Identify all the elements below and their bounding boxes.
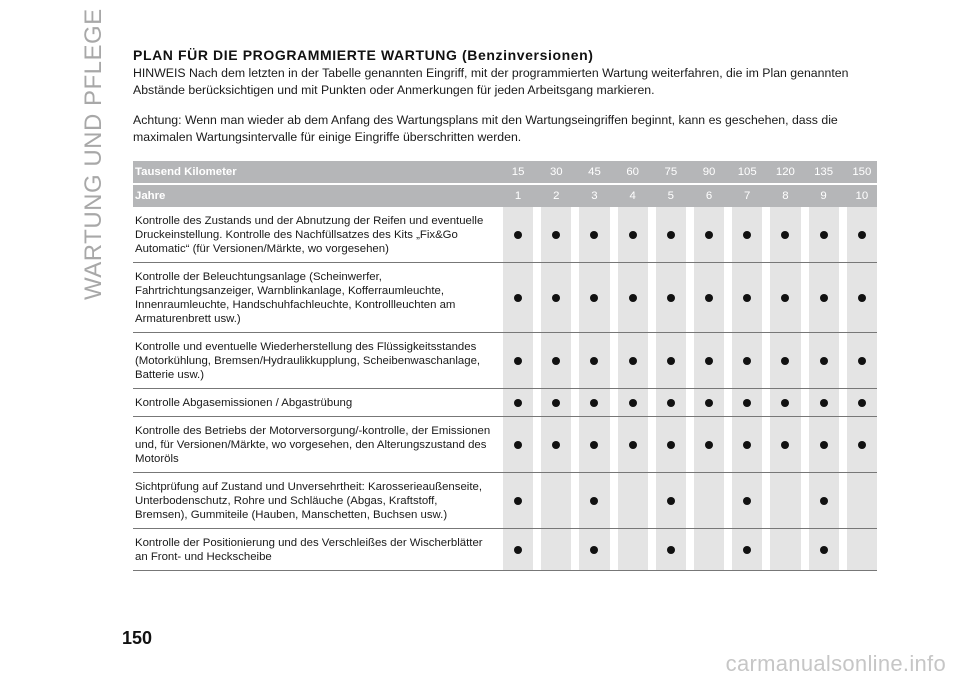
interval-cell: [732, 333, 762, 389]
bullet-mark-icon: [667, 399, 675, 407]
table-body: [133, 207, 877, 571]
interval-cell: [618, 333, 648, 389]
km-header-label: Tausend Kilometer: [133, 161, 495, 184]
bullet-mark-icon: [743, 546, 751, 554]
interval-cell: [579, 417, 609, 473]
bullet-mark-icon: [781, 294, 789, 302]
km-header-value: 60: [618, 161, 648, 184]
bullet-mark-icon: [743, 357, 751, 365]
bullet-mark-icon: [629, 357, 637, 365]
task-description: Kontrolle des Betriebs der Motorversorgung/-kontrolle, der Emissionen und, für Versionen/Märkte, wo vorgesehen, den Alterungszustand des Motoröls: [133, 417, 495, 473]
interval-cell: [732, 389, 762, 417]
bullet-mark-icon: [858, 441, 866, 449]
interval-cell: [579, 473, 609, 529]
maintenance-table: [133, 161, 877, 571]
years-header-value: 3: [579, 184, 609, 207]
interval-cell: [541, 417, 571, 473]
interval-cell: [656, 389, 686, 417]
task-description: Kontrolle des Zustands und der Abnutzung der Reifen und eventuelle Druckeinstellung. Kontrolle des Nachfüllsatzes des Kits „Fix&Go Automatic“ (für Versionen/Märkte, wo vorgesehen): [133, 207, 495, 263]
interval-cell: [541, 207, 571, 263]
table-row: [133, 417, 877, 473]
table-row: [133, 207, 877, 263]
bullet-mark-icon: [629, 441, 637, 449]
interval-cell: [732, 263, 762, 333]
interval-cell: [503, 263, 533, 333]
interval-cell: [694, 263, 724, 333]
watermark-logo: carmanualsonline.info: [725, 651, 946, 676]
bullet-mark-icon: [705, 399, 713, 407]
interval-cell: [656, 529, 686, 571]
interval-cell: [809, 263, 839, 333]
interval-cell: [541, 263, 571, 333]
interval-cell: [770, 529, 800, 571]
interval-cell: [503, 207, 533, 263]
bullet-mark-icon: [514, 357, 522, 365]
interval-cell: [579, 529, 609, 571]
task-description: Kontrolle der Beleuchtungsanlage (Scheinwerfer, Fahrtrichtungsanzeiger, Warnblinkanlage, Kofferraumleuchte, Innenraumleuchte, Handschuhfachleuchte, Kontrollleuchten am Armaturenbrett usw.): [133, 263, 495, 333]
km-header-value: 120: [770, 161, 800, 184]
interval-cell: [809, 529, 839, 571]
table-row: [133, 333, 877, 389]
interval-cell: [847, 389, 877, 417]
bullet-mark-icon: [820, 231, 828, 239]
interval-cell: [541, 473, 571, 529]
interval-cell: [732, 417, 762, 473]
years-header-value: 4: [618, 184, 648, 207]
interval-cell: [503, 333, 533, 389]
bullet-mark-icon: [705, 441, 713, 449]
bullet-mark-icon: [781, 357, 789, 365]
page-heading: PLAN FÜR DIE PROGRAMMIERTE WARTUNG (Benzinversionen): [133, 47, 594, 63]
interval-cell: [770, 473, 800, 529]
bullet-mark-icon: [667, 357, 675, 365]
interval-cell: [694, 529, 724, 571]
interval-cell: [694, 473, 724, 529]
interval-cell: [656, 207, 686, 263]
bullet-mark-icon: [552, 441, 560, 449]
bullet-mark-icon: [629, 294, 637, 302]
interval-cell: [618, 529, 648, 571]
interval-cell: [809, 333, 839, 389]
interval-cell: [694, 417, 724, 473]
bullet-mark-icon: [667, 441, 675, 449]
interval-cell: [809, 207, 839, 263]
interval-cell: [656, 417, 686, 473]
table-row: [133, 473, 877, 529]
main-content: [133, 47, 877, 571]
bullet-mark-icon: [552, 357, 560, 365]
km-header-value: 150: [847, 161, 877, 184]
years-header-value: 5: [656, 184, 686, 207]
bullet-mark-icon: [705, 294, 713, 302]
interval-cell: [541, 389, 571, 417]
interval-cell: [732, 529, 762, 571]
bullet-mark-icon: [781, 441, 789, 449]
interval-cell: [618, 417, 648, 473]
interval-cell: [618, 263, 648, 333]
page-number: 150: [122, 628, 153, 648]
interval-cell: [503, 473, 533, 529]
interval-cell: [770, 333, 800, 389]
bullet-mark-icon: [781, 399, 789, 407]
km-header-value: 135: [809, 161, 839, 184]
interval-cell: [503, 529, 533, 571]
table-row: [133, 389, 877, 417]
interval-cell: [847, 529, 877, 571]
bullet-mark-icon: [552, 231, 560, 239]
bullet-mark-icon: [667, 294, 675, 302]
bullet-mark-icon: [514, 294, 522, 302]
km-header-value: 75: [656, 161, 686, 184]
bullet-mark-icon: [667, 546, 675, 554]
bullet-mark-icon: [820, 399, 828, 407]
bullet-mark-icon: [820, 497, 828, 505]
bullet-mark-icon: [705, 357, 713, 365]
side-title-text: WARTUNG UND PFLEGE: [80, 8, 107, 300]
bullet-mark-icon: [590, 231, 598, 239]
interval-cell: [809, 389, 839, 417]
note-paragraph: HINWEIS Nach dem letzten in der Tabelle genannten Eingriff, mit der programmierten Wartung weiterfahren, die im Plan genannten Abstände berücksichtigen und mit Punkten oder Anmerkungen für jeden Arbeitsgang markieren.: [133, 66, 849, 97]
task-description: Kontrolle der Positionierung und des Verschleißes der Wischerblätter an Front- und Heckscheibe: [133, 529, 495, 571]
years-header-value: 10: [847, 184, 877, 207]
bullet-mark-icon: [629, 399, 637, 407]
interval-cell: [732, 207, 762, 263]
km-header-row: [133, 161, 877, 184]
table-row: [133, 529, 877, 571]
years-header-row: [133, 184, 877, 207]
bullet-mark-icon: [858, 294, 866, 302]
bullet-mark-icon: [820, 441, 828, 449]
years-header-value: 9: [809, 184, 839, 207]
interval-cell: [847, 333, 877, 389]
interval-cell: [579, 207, 609, 263]
task-description: Sichtprüfung auf Zustand und Unversehrtheit: Karosserieaußenseite, Unterbodenschutz, Rohre und Schläuche (Abgas, Kraftstoff, Bremsen), Gummiteile (Hauben, Manschetten, Buchsen usw.): [133, 473, 495, 529]
interval-cell: [656, 473, 686, 529]
km-header-value: 15: [503, 161, 533, 184]
interval-cell: [694, 389, 724, 417]
bullet-mark-icon: [514, 497, 522, 505]
bullet-mark-icon: [590, 357, 598, 365]
interval-cell: [770, 207, 800, 263]
bullet-mark-icon: [858, 231, 866, 239]
bullet-mark-icon: [590, 399, 598, 407]
km-header-value: 105: [732, 161, 762, 184]
bullet-mark-icon: [820, 546, 828, 554]
interval-cell: [656, 333, 686, 389]
interval-cell: [656, 263, 686, 333]
interval-cell: [503, 389, 533, 417]
task-description: Kontrolle und eventuelle Wiederherstellung des Flüssigkeitsstandes (Motorkühlung, Bremsen/Hydraulikkupplung, Scheibenwaschanlage, Batterie usw.): [133, 333, 495, 389]
bullet-mark-icon: [514, 399, 522, 407]
interval-cell: [618, 473, 648, 529]
years-header-value: 7: [732, 184, 762, 207]
years-header-value: 1: [503, 184, 533, 207]
task-description: Kontrolle Abgasemissionen / Abgastrübung: [133, 389, 495, 417]
interval-cell: [809, 473, 839, 529]
years-header-value: 2: [541, 184, 571, 207]
interval-cell: [541, 333, 571, 389]
bullet-mark-icon: [820, 357, 828, 365]
interval-cell: [770, 389, 800, 417]
bullet-mark-icon: [629, 231, 637, 239]
bullet-mark-icon: [552, 294, 560, 302]
km-header-value: 90: [694, 161, 724, 184]
warning-paragraph: Achtung: Wenn man wieder ab dem Anfang des Wartungsplans mit den Wartungseingriffen beginnt, kann es geschehen, dass die maximalen Wartungsintervalle für einige Eingriffe überschritten werden.: [133, 113, 838, 144]
bullet-mark-icon: [590, 294, 598, 302]
bullet-mark-icon: [705, 231, 713, 239]
km-header-value: 45: [579, 161, 609, 184]
years-header-value: 8: [770, 184, 800, 207]
bullet-mark-icon: [514, 546, 522, 554]
interval-cell: [503, 417, 533, 473]
years-header-value: 6: [694, 184, 724, 207]
bullet-mark-icon: [743, 399, 751, 407]
bullet-mark-icon: [743, 231, 751, 239]
interval-cell: [847, 473, 877, 529]
interval-cell: [732, 473, 762, 529]
interval-cell: [847, 207, 877, 263]
bullet-mark-icon: [514, 231, 522, 239]
interval-cell: [618, 207, 648, 263]
interval-cell: [579, 333, 609, 389]
bullet-mark-icon: [743, 441, 751, 449]
bullet-mark-icon: [590, 497, 598, 505]
bullet-mark-icon: [858, 399, 866, 407]
bullet-mark-icon: [590, 546, 598, 554]
interval-cell: [770, 417, 800, 473]
bullet-mark-icon: [743, 497, 751, 505]
interval-cell: [694, 333, 724, 389]
bullet-mark-icon: [743, 294, 751, 302]
bullet-mark-icon: [858, 357, 866, 365]
interval-cell: [541, 529, 571, 571]
km-header-value: 30: [541, 161, 571, 184]
interval-cell: [694, 207, 724, 263]
interval-cell: [847, 417, 877, 473]
interval-cell: [579, 389, 609, 417]
bullet-mark-icon: [552, 399, 560, 407]
interval-cell: [618, 389, 648, 417]
interval-cell: [579, 263, 609, 333]
years-header-label: Jahre: [133, 184, 495, 207]
bullet-mark-icon: [781, 231, 789, 239]
bullet-mark-icon: [590, 441, 598, 449]
interval-cell: [847, 263, 877, 333]
bullet-mark-icon: [514, 441, 522, 449]
bullet-mark-icon: [820, 294, 828, 302]
bullet-mark-icon: [667, 497, 675, 505]
table-row: [133, 263, 877, 333]
bullet-mark-icon: [667, 231, 675, 239]
interval-cell: [809, 417, 839, 473]
interval-cell: [770, 263, 800, 333]
